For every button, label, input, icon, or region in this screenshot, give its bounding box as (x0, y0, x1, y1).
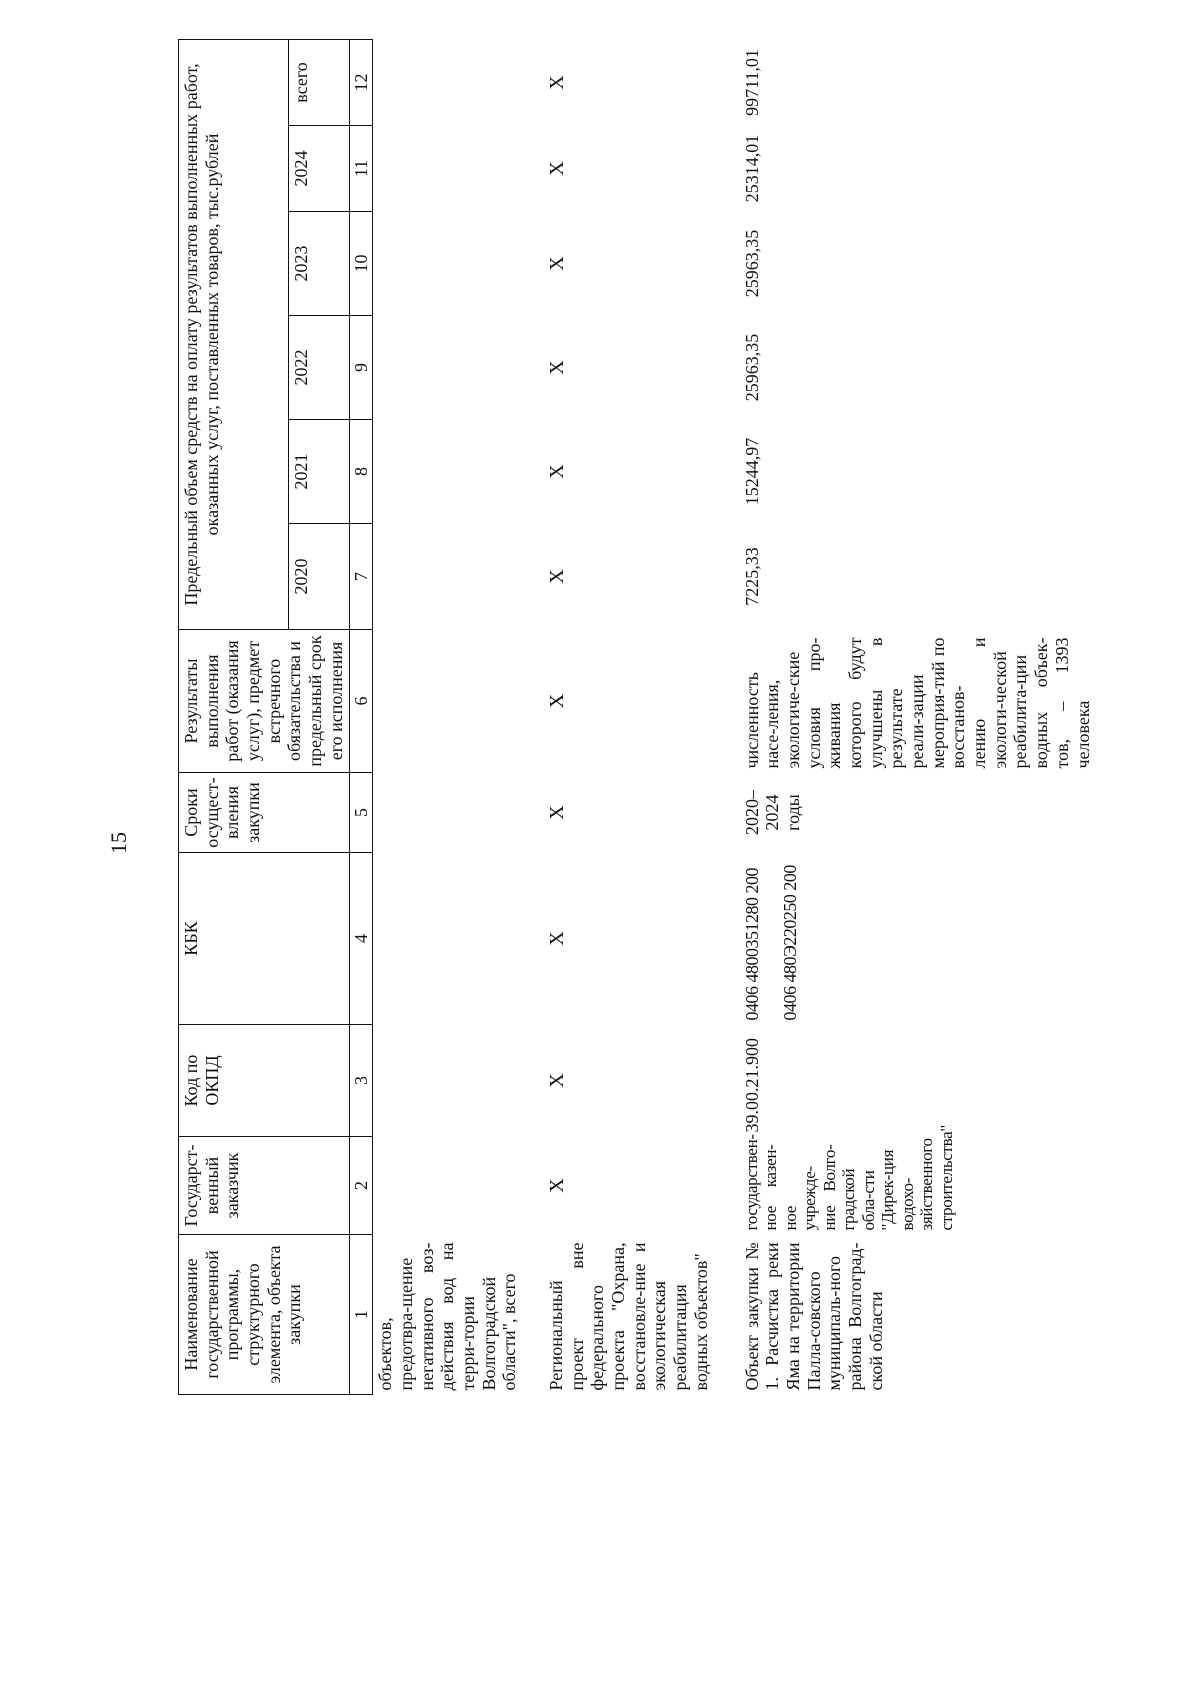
column-number: 5 (349, 773, 373, 853)
row-2022: 25963,35 (741, 333, 762, 402)
header-terms: Сроки осущест-вления закупки (179, 773, 350, 853)
column-numbers-row (349, 39, 373, 1394)
header-limit-group: Предельный объем средств на оплату результатов выполненных работ, оказанных услуг, поставленных товаров, тыс.рублей (179, 39, 289, 629)
row-results: численность насе-ления, экологиче-ские условия про-живания которого будут улучшены в результате реали-зации мероприя-тий по восстанов-лению и экологи-ческой реабилита-ции водных объек-тов, – 1393 человека (741, 637, 1093, 769)
table-body (373, 39, 1096, 1394)
kbk-code: 0406 480Э220250 200 (780, 865, 801, 1021)
column-number: 8 (349, 420, 373, 524)
header-name: Наименование государственной программы, структурного элемента, объекта закупки (179, 1235, 350, 1395)
row-terms: 2020–2024 годы (741, 790, 803, 835)
row-2020: 7225,33 (741, 547, 762, 606)
header-kbk: КБК (179, 853, 350, 1025)
row-2020: X (546, 569, 568, 584)
header-year-2022: 2022 (288, 316, 349, 420)
header-year-2024: 2024 (288, 126, 349, 212)
row-name: Региональный проект вне федерального проекта "Охрана, восстановле-ние и экологическая реабилитация водных объектов" (546, 1242, 711, 1391)
row-total: X (546, 75, 568, 90)
header-results: Результаты выполнения работ (оказания услуг), предмет встречного обязательства и предельный срок его исполнения (179, 630, 350, 773)
row-kbk (726, 853, 1096, 1025)
row-customer: государствен-ное казен-ное учрежде-ние Волго-градской обла-сти "Дирек-ция водохо-зяйственного строительства" (741, 1124, 956, 1231)
row-2023: X (546, 256, 568, 271)
row-customer: X (546, 1178, 568, 1193)
table-header (179, 39, 373, 1394)
row-2023: 25963,35 (741, 229, 762, 298)
kbk-code: 0406 4800351280 200 (741, 868, 762, 1021)
row-total: 99711,01 (741, 49, 762, 116)
column-number: 6 (349, 630, 373, 773)
header-total: всего (288, 39, 349, 125)
header-year-2021: 2021 (288, 420, 349, 524)
row-results: X (546, 693, 568, 709)
table-row-continuation (373, 39, 522, 1394)
header-customer: Государст-венный заказчик (179, 1137, 350, 1235)
header-year-2020: 2020 (288, 524, 349, 630)
row-okpd: 39.00.21.900 (741, 1038, 762, 1133)
rotated-table-container (178, 40, 1093, 1395)
header-okpd: Код по ОКПД (179, 1025, 350, 1137)
column-number: 10 (349, 212, 373, 316)
row-2024: X (546, 161, 568, 176)
row-terms: X (546, 805, 568, 820)
column-number: 7 (349, 524, 373, 630)
row-2021: 15244,97 (741, 437, 762, 506)
header-year-2023: 2023 (288, 212, 349, 316)
row-okpd: X (546, 1073, 568, 1088)
page-number: 15 (106, 832, 131, 854)
row-name: объектов, предотвра-щение негативного воз-действия вод на терри-тории Волгоградской области", всего (375, 1242, 520, 1391)
column-number: 3 (349, 1025, 373, 1137)
row-2022: X (546, 360, 568, 375)
column-number: 12 (349, 39, 373, 125)
row-2024: 25314,01 (741, 134, 762, 203)
column-number: 1 (349, 1235, 373, 1395)
column-number: 11 (349, 126, 373, 212)
column-number: 9 (349, 316, 373, 420)
row-2021: X (546, 464, 568, 479)
column-number: 2 (349, 1137, 373, 1235)
row-name: Объект закупки № 1. Расчистка реки Яма на территории Палла-совского муниципаль-ного района Волгоград-ской области (741, 1242, 886, 1391)
table-row-regional-project (522, 39, 726, 1394)
table-row-procurement-object (726, 39, 1096, 1394)
procurement-table (178, 39, 1095, 1395)
column-number: 4 (349, 853, 373, 1025)
row-kbk: X (546, 931, 568, 946)
